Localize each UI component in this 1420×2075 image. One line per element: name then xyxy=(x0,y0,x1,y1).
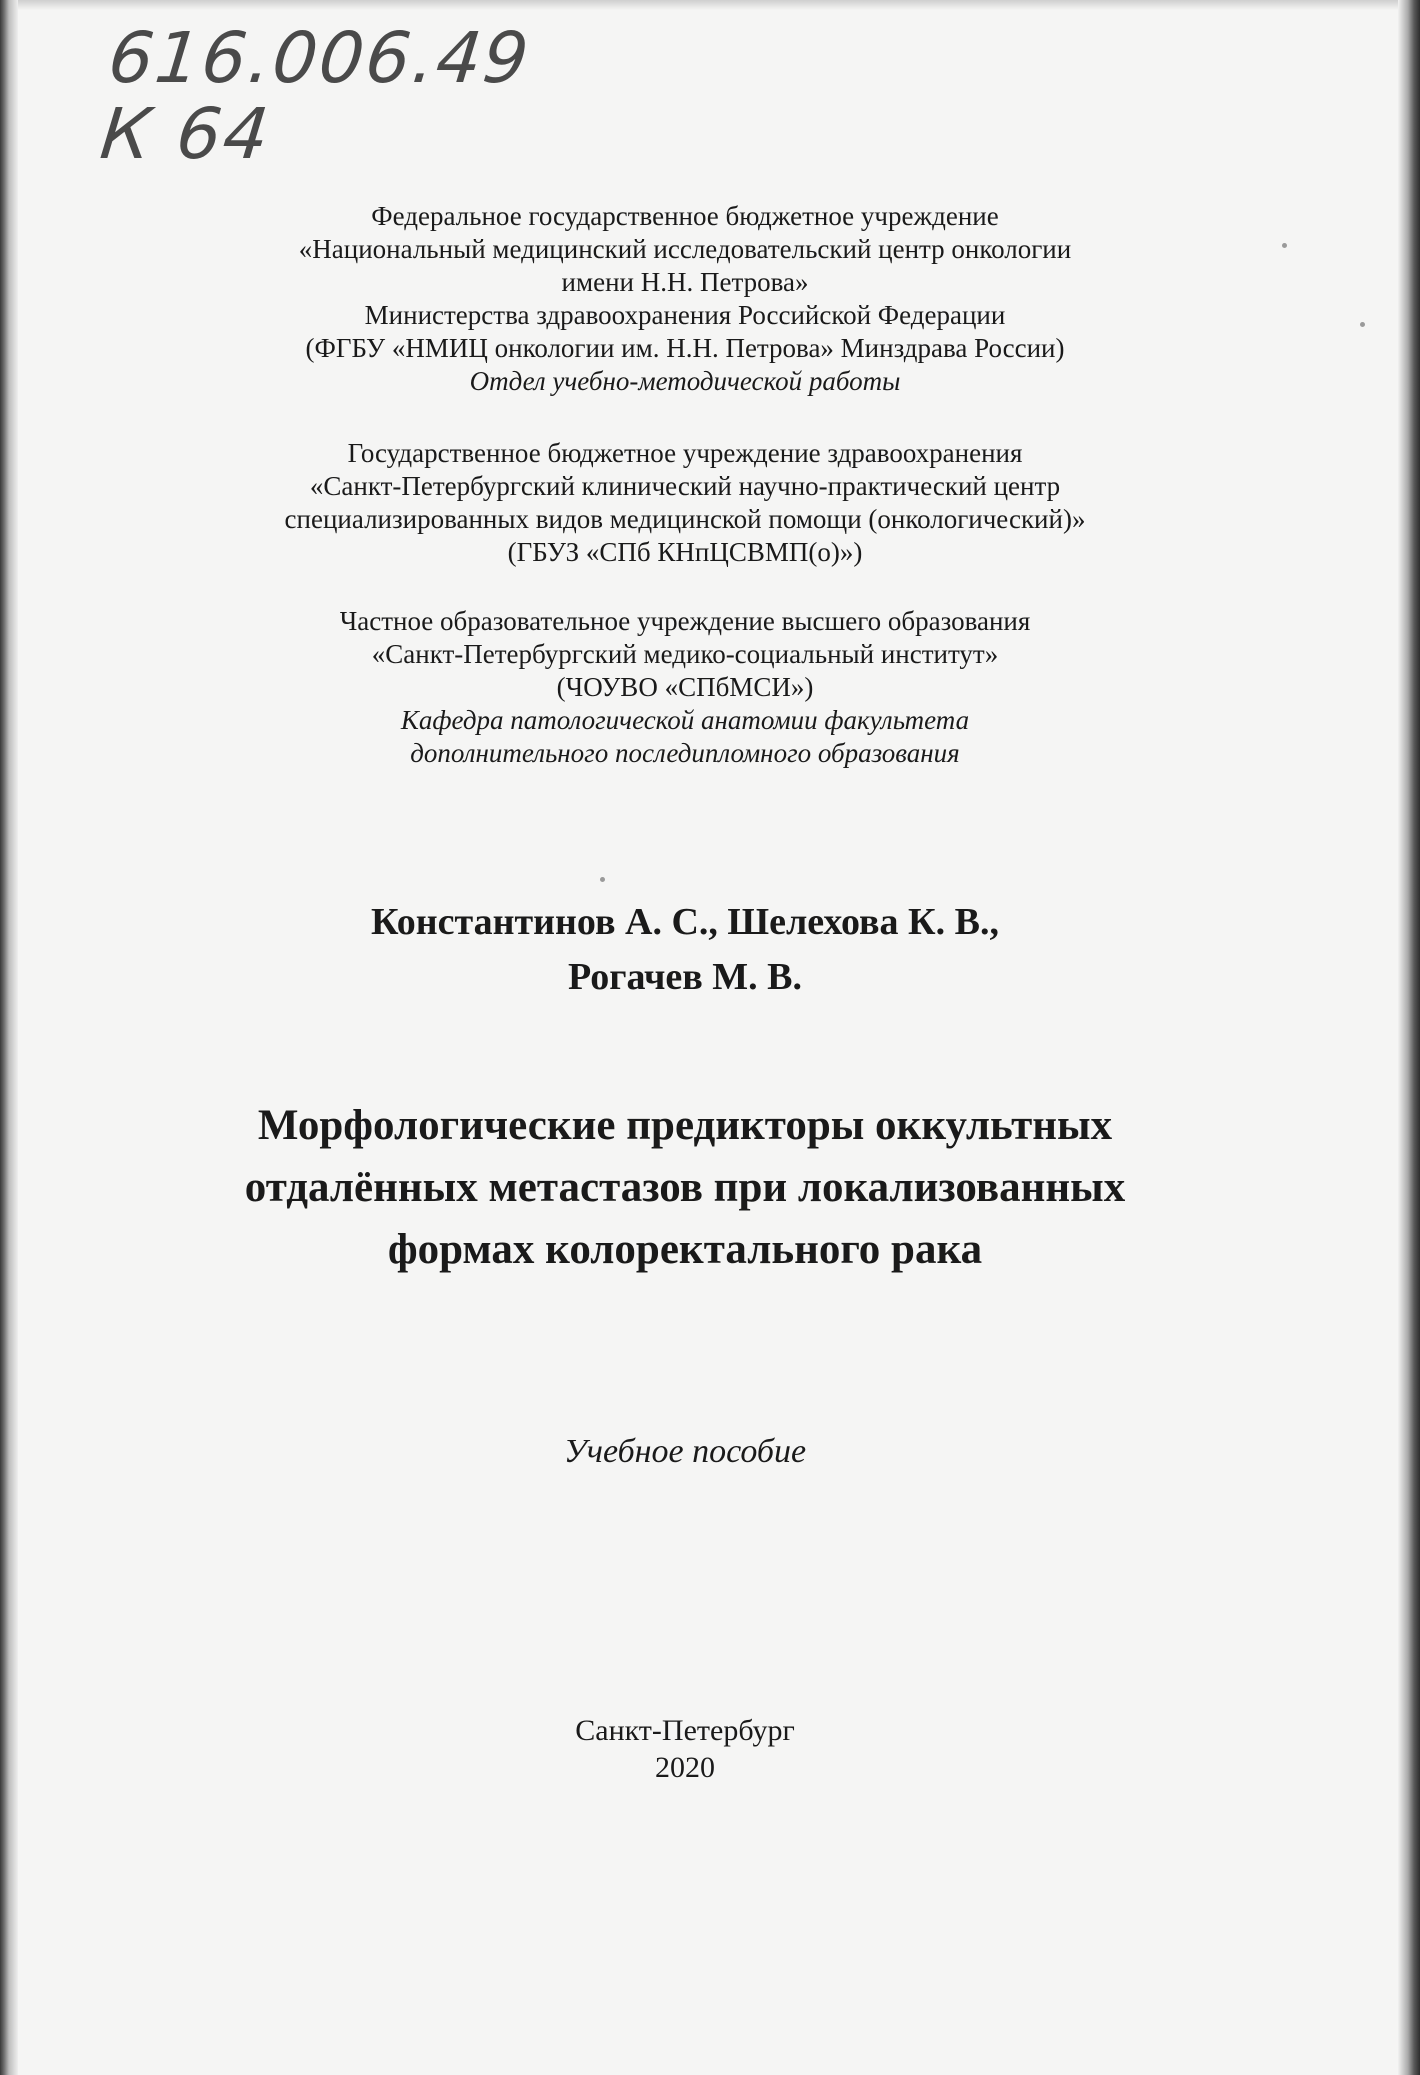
imprint xyxy=(0,1712,1370,1786)
scan-edge-top xyxy=(0,0,1420,10)
imprint-year: 2020 xyxy=(655,1751,715,1784)
institution3-department-line: дополнительного последипломного образования xyxy=(410,738,960,768)
document-type: Учебное пособие xyxy=(563,1433,807,1470)
authors xyxy=(0,895,1370,1005)
institution1-line: (ФГБУ «НМИЦ онкологии им. Н.Н. Петрова» Минздрава России) xyxy=(305,333,1065,363)
call-number-line2: К 64 xyxy=(96,93,275,175)
institution3-line: Частное образовательное учреждение высшего образования xyxy=(339,606,1031,636)
institution-block-3 xyxy=(0,605,1370,770)
title-line: отдалённых метастазов при локализованных xyxy=(244,1164,1126,1211)
scan-speck xyxy=(1360,322,1365,327)
scan-speck xyxy=(600,877,605,882)
scan-speck xyxy=(1282,243,1287,248)
institution1-line: Федеральное государственное бюджетное учреждение xyxy=(371,201,999,231)
institution1-line: имени Н.Н. Петрова» xyxy=(561,267,809,297)
title-line: Морфологические предикторы оккультных xyxy=(257,1102,1113,1149)
institution2-line: Государственное бюджетное учреждение здравоохранения xyxy=(347,438,1023,468)
call-number-line1: 616.006.49 xyxy=(104,17,535,99)
institution2-line: специализированных видов медицинской помощи (онкологический)» xyxy=(284,504,1086,534)
institution3-line: «Санкт-Петербургский медико-социальный институт» xyxy=(371,639,999,669)
book-title xyxy=(0,1095,1370,1281)
title-line: формах колоректального рака xyxy=(387,1226,983,1273)
imprint-city: Санкт-Петербург xyxy=(575,1714,795,1747)
institution-block-1 xyxy=(0,200,1370,398)
authors-line2: Рогачев М. В. xyxy=(567,956,803,998)
institution-block-2 xyxy=(0,437,1370,569)
institution2-line: (ГБУЗ «СПб КНпЦСВМП(о)») xyxy=(507,537,863,567)
authors-line1: Константинов А. С., Шелехова К. В., xyxy=(371,901,999,943)
handwritten-call-number xyxy=(96,17,535,175)
institution3-department-line: Кафедра патологической анатомии факультета xyxy=(400,705,970,735)
institution1-line: Министерства здравоохранения Российской Федерации xyxy=(364,300,1006,330)
institution3-line: (ЧОУВО «СПбМСИ») xyxy=(556,672,814,702)
scan-edge-right xyxy=(1398,0,1420,2075)
institution2-line: «Санкт-Петербургский клинический научно-практический центр xyxy=(309,471,1061,501)
institution1-line: «Национальный медицинский исследовательский центр онкологии xyxy=(298,234,1072,264)
institution1-department: Отдел учебно-методической работы xyxy=(469,366,901,396)
